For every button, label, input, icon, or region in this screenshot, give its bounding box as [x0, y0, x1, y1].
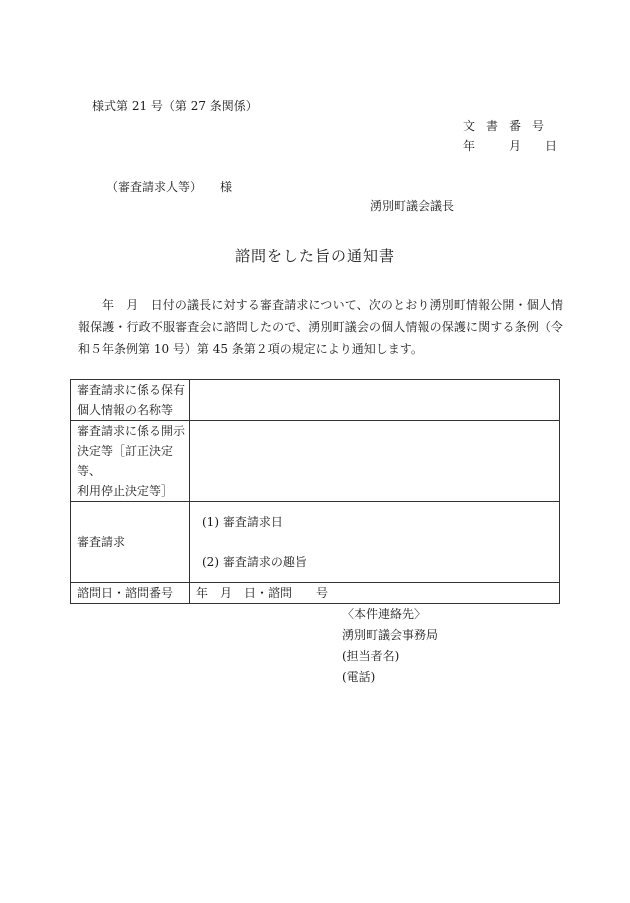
date-month-label: 月 — [509, 139, 522, 153]
document-title: 諮問をした旨の通知書 — [234, 247, 395, 265]
body-paragraph: 年 月 日付の議長に対する審査請求について、次のとおり湧別町情報公開・個人情報保護・行政不服審査会に諮問したので、湧別町議会の個人情報の保護に関する条例（令和５年条例第 10 号）第 45 条第２項の規定により通知します。 — [78, 298, 563, 356]
row-label-personal-info: 審査請求に係る保有 個人情報の名称等 — [71, 380, 190, 421]
row-label-inquiry: 諮問日・諮問番号 — [71, 583, 190, 604]
row-value-disclosure-decision — [190, 421, 560, 502]
table-row — [71, 583, 560, 604]
document-number-label: 文書番号 — [463, 119, 556, 133]
row-label-review-request: 審査請求 — [71, 502, 190, 583]
addressee: （審査請求人等） — [106, 180, 203, 194]
table-row — [71, 502, 560, 583]
date-year-label: 年 — [463, 139, 476, 153]
date-day-label: 日 — [545, 139, 558, 153]
contact-block — [342, 604, 438, 688]
contact-office: 湧別町議会事務局 — [342, 628, 439, 642]
review-request-date-item: (1) 審査請求日 — [202, 515, 283, 529]
contact-heading: 〈本件連絡先〉 — [342, 607, 427, 621]
row-value-review-request — [190, 502, 560, 583]
info-table — [70, 379, 560, 604]
addressee-honorific: 様 — [220, 180, 233, 194]
document-date — [463, 137, 557, 154]
sender: 湧別町議会議長 — [370, 199, 455, 213]
contact-person: (担当者名) — [342, 649, 400, 663]
table-row — [71, 380, 560, 421]
form-number: 様式第 21 号（第 27 条関係） — [92, 99, 258, 113]
row-value-inquiry: 年 月 日・諮問 号 — [190, 583, 560, 604]
row-label-disclosure-decision: 審査請求に係る開示 決定等［訂正決定等、 利用停止決定等］ — [71, 421, 190, 502]
row-value-personal-info — [190, 380, 560, 421]
contact-phone: (電話) — [342, 670, 376, 684]
review-request-purpose-item: (2) 審査請求の趣旨 — [202, 555, 307, 569]
table-row — [71, 421, 560, 502]
